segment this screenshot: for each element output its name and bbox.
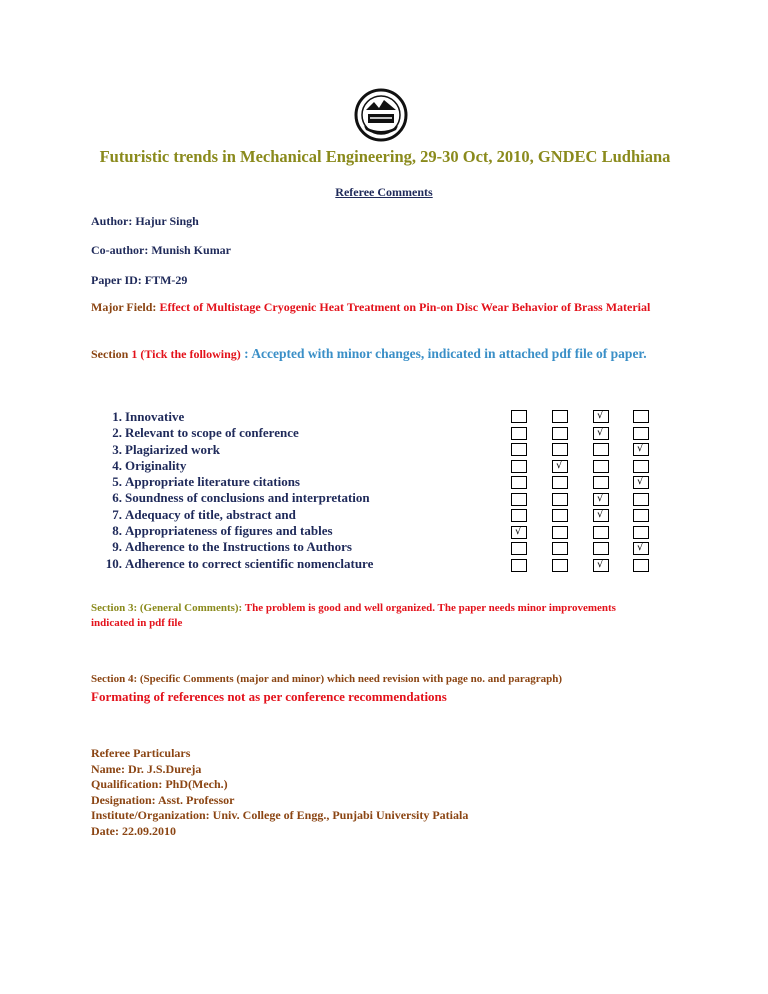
criteria-item <box>98 425 373 441</box>
section-1-instruction: (Tick the following) <box>137 347 241 361</box>
referee-institute: Institute/Organization: Univ. College of Engg., Punjabi University Patiala <box>91 808 469 822</box>
criteria-item <box>98 409 373 425</box>
conference-title: Futuristic trends in Mechanical Engineering, 29-30 Oct, 2010, GNDEC Ludhiana <box>99 147 671 166</box>
section-4-label: Section 4: (Specific Comments (major and minor) which need revision with page no. and paragraph) <box>91 673 563 685</box>
rating-checkbox[interactable] <box>633 443 649 456</box>
criteria-label: Adherence to correct scientific nomenclature <box>125 555 374 571</box>
criteria-label: Appropriate literature citations <box>125 474 300 490</box>
rating-checkbox[interactable] <box>552 443 568 456</box>
author-line: Author: Hajur Singh <box>91 214 199 228</box>
criteria-label: Originality <box>125 457 187 473</box>
check-mark-icon: √ <box>515 526 522 537</box>
check-mark-icon: √ <box>597 559 604 570</box>
rating-checkbox[interactable] <box>633 526 649 539</box>
section-1-verdict: Accepted with minor changes, indicated in attached pdf file of paper. <box>251 346 647 361</box>
major-field-value: Effect of Multistage Cryogenic Heat Treatment on Pin-on Disc Wear Behavior of Brass Material <box>159 300 651 314</box>
university-emblem-icon <box>354 88 408 142</box>
document-subtitle: Referee Comments <box>335 185 433 199</box>
rating-checkbox[interactable] <box>511 493 527 506</box>
section-1-line <box>91 345 671 363</box>
section-3-label: Section 3: (General Comments): <box>91 602 245 614</box>
rating-checkbox[interactable] <box>511 460 527 473</box>
check-mark-icon: √ <box>637 542 644 553</box>
rating-checkbox[interactable] <box>511 526 527 539</box>
rating-checkbox[interactable] <box>511 559 527 572</box>
rating-checkbox[interactable] <box>593 427 609 440</box>
criteria-item <box>98 507 373 523</box>
rating-checkbox[interactable] <box>633 493 649 506</box>
referee-date: Date: 22.09.2010 <box>91 823 176 838</box>
criteria-label: Soundness of conclusions and interpretation <box>125 490 370 506</box>
rating-checkbox[interactable] <box>511 476 527 489</box>
section-1-label: Section <box>91 347 132 361</box>
rating-checkbox[interactable] <box>552 460 568 473</box>
criteria-label: Relevant to scope of conference <box>125 425 299 441</box>
rating-checkbox[interactable] <box>511 427 527 440</box>
referee-name: Name: Dr. J.S.Dureja <box>91 761 202 776</box>
referee-particulars <box>91 746 468 839</box>
paper-id-line: Paper ID: FTM-29 <box>91 273 188 287</box>
criteria-number: 4. <box>112 457 122 473</box>
criteria-label: Appropriateness of figures and tables <box>125 523 333 539</box>
rating-checkbox[interactable] <box>593 526 609 539</box>
rating-checkbox[interactable] <box>511 410 527 423</box>
check-mark-icon: √ <box>597 410 604 421</box>
rating-checkbox[interactable] <box>552 410 568 423</box>
rating-checkbox[interactable] <box>633 460 649 473</box>
check-mark-icon: √ <box>597 427 604 438</box>
criteria-number: 5. <box>112 474 122 490</box>
section-1-number: 1 <box>131 347 138 361</box>
rating-checkbox[interactable] <box>552 559 568 572</box>
rating-checkbox[interactable] <box>511 443 527 456</box>
rating-checkbox[interactable] <box>552 493 568 506</box>
referee-designation: Designation: Asst. Professor <box>91 792 235 807</box>
criteria-number: 1. <box>112 409 122 424</box>
criteria-number: 9. <box>112 539 122 555</box>
referee-heading: Referee Particulars <box>91 746 191 760</box>
rating-checkbox[interactable] <box>633 559 649 572</box>
criteria-number: 2. <box>112 425 122 441</box>
rating-checkbox[interactable] <box>593 410 609 423</box>
check-mark-icon: √ <box>556 460 563 471</box>
rating-checkbox[interactable] <box>593 542 609 555</box>
criteria-item <box>98 490 373 506</box>
criteria-number: 7. <box>112 506 122 522</box>
rating-checkbox[interactable] <box>593 509 609 522</box>
rating-checkbox[interactable] <box>593 476 609 489</box>
criteria-list <box>98 409 373 572</box>
rating-checkbox[interactable] <box>593 493 609 506</box>
criteria-item <box>98 556 373 572</box>
criteria-item <box>98 539 373 555</box>
criteria-label: Innovative <box>125 409 185 424</box>
referee-qualification: Qualification: PhD(Mech.) <box>91 777 228 791</box>
criteria-item <box>98 458 373 474</box>
major-field-line <box>91 300 661 315</box>
criteria-label: Plagiarized work <box>125 441 220 457</box>
check-mark-icon: √ <box>597 493 604 504</box>
criteria-item <box>98 442 373 458</box>
rating-checkbox[interactable] <box>511 542 527 555</box>
criteria-label: Adherence to the Instructions to Authors <box>125 539 352 555</box>
check-mark-icon: √ <box>637 476 644 487</box>
criteria-number: 10. <box>105 555 122 571</box>
rating-checkbox[interactable] <box>552 526 568 539</box>
coauthor-line: Co-author: Munish Kumar <box>91 243 232 257</box>
criteria-number: 8. <box>112 523 122 539</box>
rating-checkbox[interactable] <box>552 476 568 489</box>
section-3-text: The problem is good and well organized. The paper needs minor improvements indicated in pdf file <box>91 602 616 629</box>
major-field-label: Major Field: <box>91 300 160 314</box>
criteria-label: Adequacy of title, abstract and <box>125 506 296 522</box>
rating-checkbox[interactable] <box>593 559 609 572</box>
section-3-line <box>91 601 651 631</box>
rating-checkbox[interactable] <box>552 427 568 440</box>
section-4-text: Formating of references not as per conference recommendations <box>91 689 447 704</box>
rating-checkbox[interactable] <box>511 509 527 522</box>
rating-checkbox[interactable] <box>593 443 609 456</box>
rating-checkbox[interactable] <box>633 542 649 555</box>
criteria-item <box>98 474 373 490</box>
rating-checkbox[interactable] <box>552 542 568 555</box>
rating-checkbox[interactable] <box>633 427 649 440</box>
criteria-item <box>98 523 373 539</box>
section-1-separator: : <box>240 346 252 361</box>
criteria-number: 6. <box>112 490 122 506</box>
check-mark-icon: √ <box>597 509 604 520</box>
rating-checkbox[interactable] <box>633 410 649 423</box>
rating-checkbox[interactable] <box>633 509 649 522</box>
check-mark-icon: √ <box>637 443 644 454</box>
rating-checkbox[interactable] <box>633 476 649 489</box>
criteria-number: 3. <box>112 441 122 457</box>
rating-checkbox[interactable] <box>552 509 568 522</box>
rating-checkbox[interactable] <box>593 460 609 473</box>
